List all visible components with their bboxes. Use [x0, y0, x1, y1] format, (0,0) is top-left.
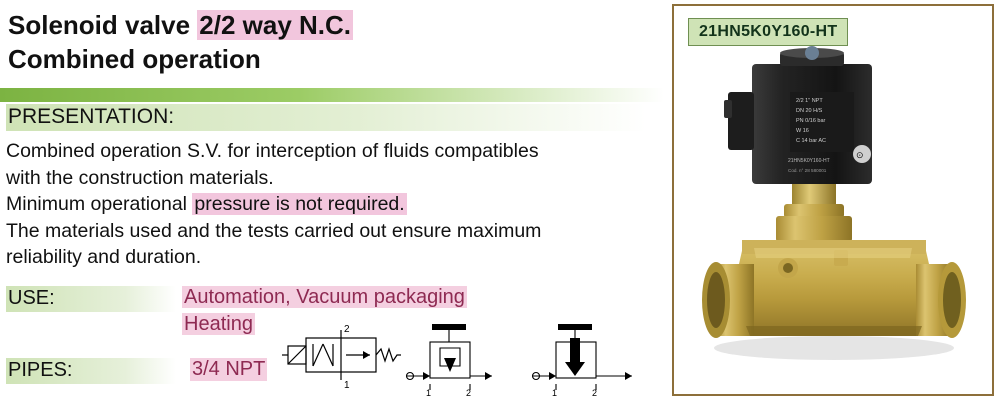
presentation-line-2: with the construction materials.	[6, 166, 274, 189]
valve-illustration-svg	[684, 36, 984, 386]
presentation-body	[6, 138, 658, 271]
symbol-port-bottom-label: 1	[344, 380, 350, 391]
valve-photo	[684, 36, 984, 386]
diagram-left-port-2-label: 2	[466, 388, 472, 398]
page-title	[8, 8, 658, 76]
product-code-badge: 21HN5K0Y160-HT	[688, 18, 848, 46]
presentation-line-5: reliability and duration.	[6, 246, 202, 268]
svg-text:W 16: W 16	[796, 128, 809, 134]
title-line-1	[8, 8, 658, 42]
svg-text:21HN5K0Y160-HT: 21HN5K0Y160-HT	[788, 158, 830, 164]
green-divider-bar	[0, 88, 664, 102]
svg-text:DN 20 H/S: DN 20 H/S	[796, 108, 823, 114]
presentation-label: PRESENTATION:	[6, 104, 646, 131]
presentation-line-3	[6, 191, 658, 218]
use-label: USE:	[6, 286, 176, 312]
presentation-line-1: Combined operation S.V. for interception of fluids compatibles	[6, 140, 539, 162]
presentation-line-3-plain: Minimum operational	[6, 193, 193, 215]
title-text-plain: Solenoid valve	[8, 10, 198, 40]
title-text-highlight: 2/2 way N.C.	[199, 10, 352, 40]
schematic-svg	[280, 318, 660, 398]
title-line-2: Combined operation	[8, 44, 261, 74]
diagram-right-port-1-label: 1	[552, 388, 558, 398]
symbol-port-top-label: 2	[344, 324, 350, 335]
product-panel	[672, 4, 994, 396]
pipes-label: PIPES:	[6, 358, 176, 384]
svg-text:PN 0/16 bar: PN 0/16 bar	[796, 118, 826, 124]
use-value-line-1: Automation, Vacuum packaging	[184, 286, 465, 308]
schematic-diagrams	[280, 318, 660, 398]
diagram-right-port-2-label: 2	[592, 388, 598, 398]
svg-text:2/2 1" NPT: 2/2 1" NPT	[796, 98, 823, 104]
svg-text:C 14 bar AC: C 14 bar AC	[796, 138, 826, 144]
svg-text:⊙: ⊙	[856, 150, 864, 160]
use-value-line-2: Heating	[184, 313, 253, 335]
presentation-line-4: The materials used and the tests carried out ensure maximum	[6, 219, 542, 242]
diagram-left-port-1-label: 1	[426, 388, 432, 398]
pipes-value: 3/4 NPT	[192, 358, 266, 380]
svg-text:Cod. n° 28 580001: Cod. n° 28 580001	[788, 168, 827, 173]
presentation-line-3-highlight: pressure is not required.	[194, 193, 405, 215]
